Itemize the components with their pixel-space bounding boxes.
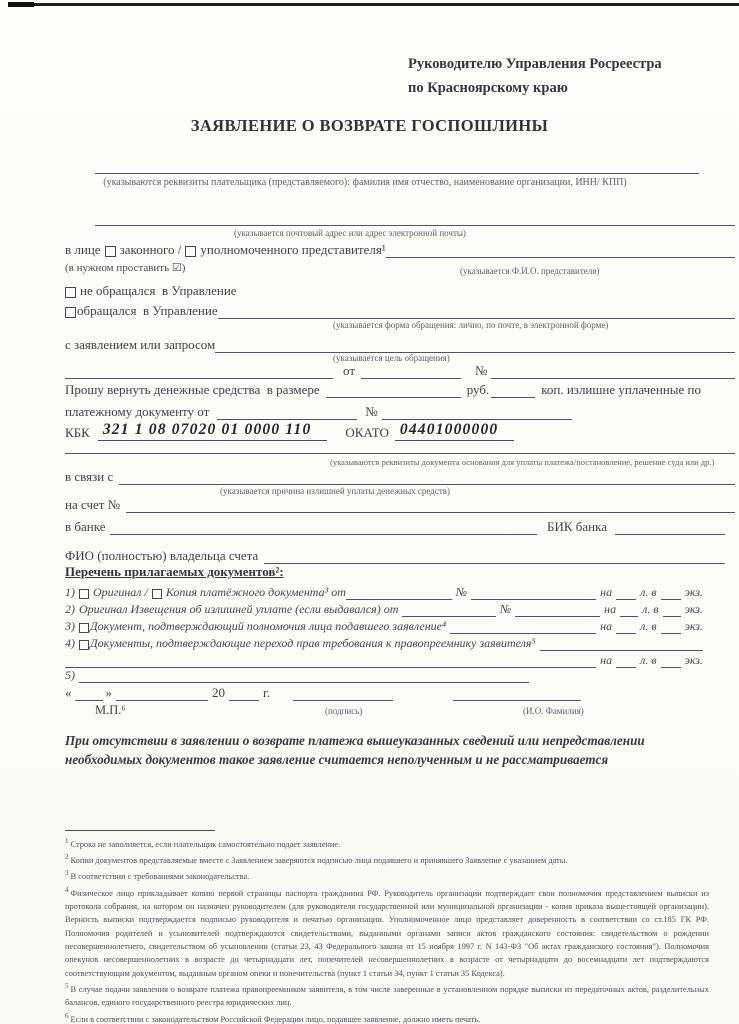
applied-form-field[interactable] — [218, 306, 735, 319]
payment-basis-field[interactable] — [65, 441, 735, 454]
doc3-copies-field[interactable] — [661, 622, 681, 634]
doc2-no-label: № — [499, 602, 512, 616]
payment-basis-caption: (указываются реквизиты документа основания для уплаты платежа/постановление, решение суда или др.) — [330, 457, 715, 467]
representative-fio-caption: (указывается Ф.И.О. представителя) — [460, 266, 600, 276]
date-quote-open: « — [65, 685, 72, 700]
footnote-separator — [65, 830, 215, 831]
doc4-name-field[interactable] — [540, 639, 703, 651]
payment-doc-date-field[interactable] — [217, 407, 357, 420]
not-applied-label: не обращался в Управление — [80, 283, 237, 298]
footnote-2-ref: 2 — [65, 853, 69, 862]
okato-value: 04401000000 — [399, 421, 499, 438]
doc1-original-label: Оригинал / — [93, 585, 148, 599]
okato-label: ОКАТО — [345, 425, 389, 440]
footnote-4-text: Физическое лицо прикладывает копию первой страницы паспорта гражданина РФ. Руководитель организации подтверждает свои полномочия представлением выписки из протокола собрания, на котором он назначен руководителем (для руководителя государственной или муниципальной организации - копия приказа вышестоящей организации). Верность выписки подтверждается подписью руководителя и печатью организации. Уполномоченное лицо представляет доверенность в соответствии со ст.185 ГК РФ. Полномочия родителей и усыновителей подтверждаются свидетельствами, выданными органами записи актов гражданского состояния: свидетельством о рождении несовершеннолетнего, свидетельством об усыновлении (статьи 23, 43 Федерального закона от 15 ноября 1997 г. N 143-ФЗ "Об актах гражданского состояния"). Полномочия опекунов несовершеннолетних в возрасте до четырнадцати лет, попечителей несовершеннолетних в возрасте от четырнадцати до восемнадцати лет подтверждаются соответствующим документом, выданным органом опеки и попечительства (пункт 1 статьи 34, пункт 1 статьи 35 Кодекса). — [65, 888, 709, 978]
payer-address-caption: (указывается почтовый адрес или адрес электронной почты) — [234, 228, 466, 238]
applied-checkbox[interactable] — [65, 307, 76, 318]
applied-label: обращался в Управление — [77, 303, 218, 318]
doc3-label: Документ, подтверждающий полномочия лица подавшего заявление⁴ — [90, 619, 447, 633]
legal-representative-checkbox[interactable] — [105, 246, 116, 257]
footnote-4 — [65, 884, 709, 981]
appeal-no-label: № — [475, 363, 488, 378]
doc4-lv-label: л. в — [640, 653, 657, 667]
appeal-form-caption: (указывается форма обращения: лично, по почте, в электронной форме) — [333, 320, 609, 330]
doc1-num: 1) — [65, 585, 75, 599]
footnote-3-text: В соответствии с требованиями законодательства. — [70, 872, 250, 882]
doc1-original-checkbox[interactable] — [79, 589, 89, 599]
scan-edge-artifact — [8, 3, 739, 6]
footnote-5 — [65, 980, 709, 1010]
doc1-number-field[interactable] — [471, 588, 596, 600]
doc1-no-label: № — [455, 585, 468, 599]
footnote-5-text: В случае подачи заявления о возврате платежа правопреемником заявителя, в том числе заверенные в установленном порядке выписки из передаточных актов, разделительных балансов, единого государственного реестра юридических лиц. — [65, 985, 709, 1008]
date-year-prefix: 20 — [212, 685, 225, 700]
authorized-representative-checkbox[interactable] — [185, 246, 196, 257]
doc2-number-field[interactable] — [515, 605, 600, 617]
not-applied-checkbox[interactable] — [65, 287, 76, 298]
payer-requisites-field[interactable] — [95, 161, 699, 174]
footnote-3 — [65, 867, 709, 883]
appeal-doc-field[interactable] — [65, 366, 333, 379]
reason-field[interactable] — [119, 472, 735, 485]
doc1-date-field[interactable] — [346, 588, 452, 600]
refund-request-label: Прошу вернуть денежные средства в размере — [65, 382, 320, 397]
doc3-na-label: на — [600, 619, 613, 633]
footnote-1-ref: 1 — [65, 837, 69, 845]
bank-name-field[interactable] — [110, 522, 537, 535]
kbk-value: 321 1 08 07020 01 0000 110 — [102, 421, 312, 438]
doc4-name-field-2[interactable] — [65, 656, 596, 668]
date-year-field[interactable] — [229, 688, 259, 701]
account-number-field[interactable] — [126, 500, 735, 513]
payment-doc-label: платежному документу от — [65, 404, 210, 419]
appeal-ot-label: от — [343, 363, 356, 378]
doc4-copies-field[interactable] — [661, 656, 681, 668]
kbk-label: КБК — [65, 425, 90, 440]
request-purpose-field[interactable] — [215, 340, 735, 353]
kop-label: коп. излишне уплаченные по — [541, 382, 701, 397]
appeal-number-field[interactable] — [491, 366, 735, 379]
addressee-line1: Руководителю Управления Росреестра — [408, 56, 662, 72]
doc3-name-field[interactable] — [450, 622, 596, 634]
doc2-ekz-label: экз. — [684, 602, 703, 616]
doc3-checkbox[interactable] — [79, 623, 89, 633]
doc1-lv-label: л. в — [640, 585, 657, 599]
payer-address-field[interactable] — [95, 213, 735, 226]
doc4-sheets-field[interactable] — [616, 656, 636, 668]
signatory-fio-caption: (И.О. Фамилия) — [523, 706, 584, 716]
footnote-3-ref: 3 — [65, 869, 69, 878]
signatory-fio-field[interactable] — [453, 688, 581, 701]
date-quote-close: » — [105, 685, 112, 700]
legal-representative-label: законного / — [119, 242, 182, 257]
signature-caption: (подпись) — [325, 706, 363, 716]
owner-fio-field[interactable] — [264, 551, 725, 564]
doc2-label: Оригинал Извещения об излишней уплате (если выдавался) от — [79, 602, 399, 616]
doc4-label: Документы, подтверждающие переход прав требования к правопреемнику заявителя⁵ — [90, 636, 536, 650]
footnote-4-ref: 4 — [65, 885, 69, 894]
footnote-2 — [65, 851, 709, 867]
doc1-sheets-field[interactable] — [616, 588, 636, 600]
owner-label: ФИО (полностью) владельца счета — [65, 548, 259, 563]
refund-rub-field[interactable] — [326, 385, 461, 398]
footnote-6-ref: 6 — [65, 1011, 69, 1020]
date-year-suffix: г. — [263, 685, 271, 700]
doc1-copy-label: Копия платёжного документа³ от — [165, 585, 346, 599]
doc3-ekz-label: экз. — [684, 619, 703, 633]
doc4-na-label: на — [600, 653, 613, 667]
payment-doc-number-field[interactable] — [382, 407, 572, 420]
reason-caption: (указывается причина излишней уплаты денежных средств) — [220, 486, 451, 496]
attachments-heading: Перечень прилагаемых документов²: — [65, 564, 284, 579]
authorized-representative-label: уполномоченного представителя¹ — [200, 242, 386, 257]
footnotes-block — [65, 835, 709, 1024]
doc2-num: 2) — [65, 602, 75, 616]
okato-value-underline — [395, 421, 514, 441]
in-connection-label: в связи с — [65, 469, 114, 484]
representative-prefix: в лице — [65, 242, 101, 257]
check-note: (в нужном проставить ☑) — [65, 262, 186, 274]
representative-fio-field[interactable] — [386, 245, 735, 258]
doc3-sheets-field[interactable] — [616, 622, 636, 634]
kbk-value-underline — [98, 421, 328, 441]
form-title: ЗАЯВЛЕНИЕ О ВОЗВРАТЕ ГОСПОШЛИНЫ — [190, 116, 549, 135]
account-label: на счет № — [65, 497, 121, 512]
footnote-1-text: Строка не заполняется, если плательщик самостоятельно подает заявление. — [70, 839, 341, 849]
doc4-checkbox[interactable] — [79, 640, 89, 650]
signature-field[interactable] — [293, 688, 393, 701]
doc2-date-field[interactable] — [402, 605, 495, 617]
stamp-place-label: М.П.⁶ — [95, 703, 126, 717]
footnote-2-text: Копии документов представляемые вместе с Заявлением заверяются подписью лица подавшего и принявшего Заявление с указанием даты. — [70, 856, 568, 865]
bik-label: БИК банка — [546, 519, 607, 534]
doc5-num: 5) — [65, 668, 75, 682]
doc2-copies-field[interactable] — [663, 605, 681, 617]
footnote-1 — [65, 835, 709, 851]
addressee-line2: по Красноярскому краю — [408, 80, 568, 96]
footnote-5-ref: 5 — [65, 982, 69, 991]
doc4-num: 4) — [65, 636, 75, 650]
addressee-block — [408, 52, 662, 100]
doc1-na-label: на — [600, 585, 613, 599]
payment-doc-no-label: № — [365, 404, 378, 419]
doc3-num: 3) — [65, 619, 75, 633]
doc2-lv-label: л. в — [642, 602, 659, 616]
doc2-na-label: на — [604, 602, 617, 616]
footnote-6 — [65, 1010, 709, 1024]
doc3-lv-label: л. в — [640, 619, 657, 633]
refund-kop-field[interactable] — [491, 385, 535, 398]
appeal-date-field[interactable] — [361, 366, 461, 379]
bik-field[interactable] — [615, 522, 725, 535]
doc5-name-field[interactable] — [79, 671, 529, 683]
with-request-label: с заявлением или запросом — [65, 337, 216, 352]
rub-label: руб. — [466, 382, 490, 397]
payer-requisites-caption: (указываются реквизиты плательщика (представляемого): фамилия имя отчество, наименование организации, ИНН/ КПП) — [103, 177, 627, 188]
footnote-6-text: Если в соответствии с законодательством Российской Федерации лицо, подавшее заявление, должно иметь печать. — [70, 1014, 481, 1024]
appeal-purpose-caption: (указывается цель обращения) — [333, 353, 450, 363]
doc1-copy-checkbox[interactable] — [152, 589, 162, 599]
date-month-field[interactable] — [116, 688, 208, 701]
doc1-copies-field[interactable] — [661, 588, 681, 600]
date-day-field[interactable] — [75, 688, 103, 701]
doc2-sheets-field[interactable] — [620, 605, 638, 617]
bank-label: в банке — [65, 519, 106, 534]
doc4-ekz-label: экз. — [684, 653, 703, 667]
doc1-ekz-label: экз. — [684, 585, 703, 599]
rejection-notice: При отсутствии в заявлении о возврате платежа вышеуказанных сведений или непредставлении необходимых документов такое заявление считается неполученным и не рассматривается — [65, 733, 645, 767]
